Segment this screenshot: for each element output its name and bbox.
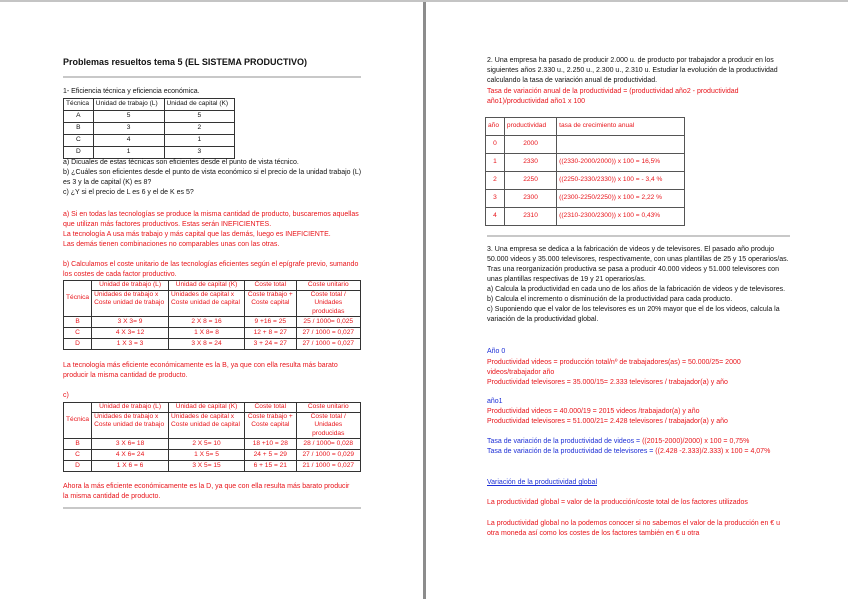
- header-cell: Técnica: [64, 99, 94, 111]
- global-productivity-note: La productividad global no la podemos conocer si no sabemos el valor de la producción en € u otra moneda así como los costes de los factores también en € u otra: [487, 520, 781, 537]
- cost-table-b: Técnica Unidad de trabajo (L) Unidad de capital (K) Coste total Coste unitario Unidades de trabajo x Coste unidad de trabajo Unidades de capital x Coste unidad de capital Coste trabajo + Coste capital Coste total / Unidades producidas B 3 X 3= 9 2 X 8 = 16 9 +16 = 25 25 / 1000= 0,025 C 4 X 3= 12 1 X 8= 8 12 + 8 = 27 27 / 1000 = 0,027 D 1 X 3 = 3 3 X 8 = 24 3 + 24 = 27 27 / 1000 = 0,027: [63, 280, 361, 350]
- q3-statement: 3. Una empresa se dedica a la fabricación de videos y de televisores. El pasado año produjo 50.000 videos y 35.000 televisores, respectivamente, con unas plantillas de 25 y 15 operarios/as. Tras una reorganización productiva se pasa a producir 40.000 videos y 51.000 televisores con unas plantillas respectivas de 19 y 21 operarios/as. a) Calcula la productividad en cada uno de los años de la fabricación de videos y de televisores. b) Calcula el incremento o disminución de la productividad para cada producto. c) Suponiendo que el valor de los televisores es un 20% mayor que el de los videos, calcula la variación de la productividad global.: [487, 246, 789, 323]
- table-row: D 1 3: [64, 147, 235, 159]
- global-productivity-definition: La productividad global = valor de la producción/coste total de los factores utilizados: [487, 499, 748, 506]
- table-row: 0 2000: [486, 136, 685, 154]
- year0-results: Productividad videos = producción total/nº de trabajadores(as) = 50.000/25= 2000 videos/trabajador año Productividad televisores = 35.000/15= 2.333 televisores / trabajador(a) y año: [487, 359, 741, 386]
- q1-questions: a) Dicuales de estas técnicas son eficientes desde el punto de vista técnico. b) ¿Cuáles son eficientes desde el punto de vista económico si el precio de la unidad trabajo (L) es 3 y la de capital (K) es 8? c) ¿Y si el precio de L es 6 y el de K es 5?: [63, 159, 362, 196]
- title-rule: [63, 76, 361, 78]
- table-row: D 1 X 6 = 6 3 X 5= 15 6 + 15 = 21 21 / 1000 = 0,027: [64, 461, 361, 472]
- cost-table-c: Técnica Unidad de trabajo (L) Unidad de capital (K) Coste total Coste unitario Unidades de trabajo x Coste unidad de trabajo Unidades de capital x Coste unidad de capital Coste trabajo + Coste capital Coste total / Unidades producidas B 3 X 6= 18 2 X 5= 10 18 +10 = 28 28 / 1000= 0,028 C 4 X 6= 24 1 X 5= 5 24 + 5 = 29 27 / 1000 = 0,029 D 1 X 6 = 6 3 X 5= 15 6 + 15 = 21 21 / 1000 = 0,027: [63, 402, 361, 472]
- table-row: A 5 5: [64, 111, 235, 123]
- answer-a: a) Si en todas las tecnologías se produce la misma cantidad de producto, buscaremos aquellas que utilizan más factores productivos. Estas serán INEFICIENTES. La tecnología A usa más trabajo y más capital que las demás, luego es INEFICIENTE. Las demás tienen combinaciones no comparables unas con las otras.: [63, 211, 359, 248]
- table-row: 2 2250 ((2250-2330/2330)) x 100 = - 3,4 %: [486, 172, 685, 190]
- table-row: 3 2300 ((2300-2250/2250)) x 100 = 2,22 %: [486, 190, 685, 208]
- year1-results: Productividad videos = 40.000/19 = 2015 videos /trabajador(a) y año Productividad televisores = 51.000/21= 2.428 televisores / trabajador(a) y año: [487, 408, 728, 425]
- table-row: D 1 X 3 = 3 3 X 8 = 24 3 + 24 = 27 27 / 1000 = 0,027: [64, 339, 361, 350]
- productivity-table: año productividad tasa de crecimiento anual 0 2000 1 2330 ((2330-2000/2000)) x 100 = 16,5% 2 2250 ((2250-2330/2330)) x 100 = - 3,4 % 3 2300 ((2300-2250/2250)) x 100 = 2,22 % 4 2310 ((2310-2300/2300)) x 100 = 0,43%: [485, 117, 685, 226]
- table-row: C 4 X 6= 24 1 X 5= 5 24 + 5 = 29 27 / 1000 = 0,029: [64, 450, 361, 461]
- table-row: B 3 X 3= 9 2 X 8 = 16 9 +16 = 25 25 / 1000= 0,025: [64, 317, 361, 328]
- header-cell: Unidad de trabajo (L): [93, 99, 164, 111]
- year1-heading: año1: [487, 398, 503, 405]
- year0-heading: Año 0: [487, 348, 506, 355]
- table-row: 4 2310 ((2310-2300/2300)) x 100 = 0,43%: [486, 208, 685, 226]
- page-divider: [423, 2, 426, 599]
- global-productivity-heading: Variación de la productividad global: [487, 479, 597, 486]
- header-cell: Unidad de capital (K): [164, 99, 234, 111]
- techniques-table: [63, 98, 235, 159]
- c-label: c): [63, 392, 69, 399]
- section-rule: [487, 235, 790, 237]
- table-row: 1 2330 ((2330-2000/2000)) x 100 = 16,5%: [486, 154, 685, 172]
- q2-statement: 2. Una empresa ha pasado de producir 2.000 u. de producto por trabajador a producir en los siguientes años 2.330 u., 2.250 u., 2.300 u., 2.310 u. Estudiar la evolución de la productividad calculando la tasa de variación anual de productividad.: [487, 57, 778, 84]
- table-row: B 3 2: [64, 123, 235, 135]
- q2-formula: Tasa de variación anual de la productividad = (productividad año2 - productividad año1)/productividad año1 x 100: [487, 88, 739, 105]
- q1-heading: 1- Eficiencia técnica y eficiencia económica.: [63, 88, 200, 95]
- table-row: B 3 X 6= 18 2 X 5= 10 18 +10 = 28 28 / 1000= 0,028: [64, 439, 361, 450]
- answer-c-conclusion: Ahora la más eficiente económicamente es la D, ya que con ella resulta más barato producir la misma cantidad de producto.: [63, 483, 350, 500]
- table-row: C 4 X 3= 12 1 X 8= 8 12 + 8 = 27 27 / 1000 = 0,027: [64, 328, 361, 339]
- section-rule: [63, 507, 361, 509]
- variation-rates: Tasa de variación de la productividad de videos = ((2015-2000)/2000) x 100 = 0,75% Tasa de variación de la productividad de televisores = ((2.428 -2.333)/2.333) x 100 = 4,07%: [487, 438, 771, 455]
- document-title: Problemas resueltos tema 5 (EL SISTEMA PRODUCTIVO): [63, 57, 308, 67]
- answer-b-conclusion: La tecnología más eficiente económicamente es la B, ya que con ella resulta más barato producir la misma cantidad de producto.: [63, 362, 338, 379]
- table-row: C 4 1: [64, 135, 235, 147]
- answer-b-intro: b) Calculamos el coste unitario de las tecnologías eficientes según el epígrafe previo, sumando los costes de cada factor productivo.: [63, 261, 359, 278]
